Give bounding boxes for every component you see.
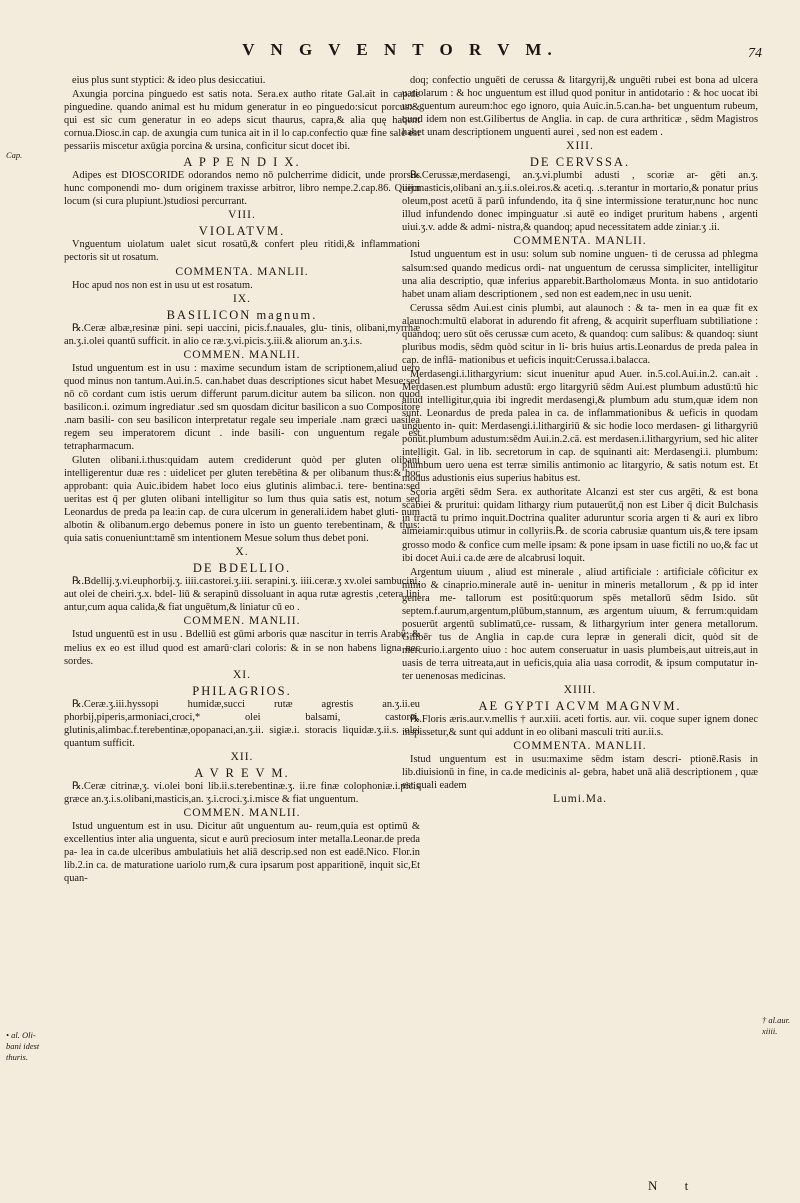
section-heading: VIOLATVM. (198, 224, 286, 239)
paragraph: ℞.Cerussæ,merdasengi, an.ʒ.vi.plumbi adusti , scoriæ ar- gēti an.ʒ. iiij.masticis,olibani an.ʒ.ii.s.olei.ros.& aceti.q. .s.terantur in mortario,& ponatur prius oleum,post acetū ā parū infundendo, ita q̄ sine intermissione teratur,nunc hoc nunc illud infundendo donec impinguatur .si autē eo indiget pruritum habens , argenti uiui.ʒ.v. adde & admi- nistra,& quandoq; apud necessitatem adde ziniar.ʒ .ii. (402, 170, 758, 234)
section-heading: COMMENTA. MANLII. (175, 265, 309, 278)
paragraph: Istud unguentum est in usu : maxime secundum istam de scriptionem,aliud uero quod minus non tantum.Aui.in.5. can.habet duas descriptiones sicut habet Mesue:sed nō cō cordant cum istis uerum differunt parum.dicitur autem ba silicon. non quod basilicon.i. ozimum ingrediatur .sed sm quosdam dicitur basilicon a suo Compositore .nam basili- con seu basilicon interpretatur regale seu imperiale .nam græci uasilea regem seu imperatorem dicunt . inde basili- con unguentum regale est tetrapharmacum. (64, 362, 420, 452)
section-heading: XIIII. (563, 684, 597, 697)
paragraph: Istud unguentum est in usu: solum sub nomine unguen- ti de cerussa ad phlegma salsum:sed quando medicus ordi- nat unguentum de cerussa simpliciter, intelligitur una alia descriptio, quæ inferius apparebit.Bartholomæus Monta. in suo antidotario habet unam aliam descriptionem , sed non est eadem,nec in usu uenit. (402, 249, 758, 300)
marginal-note-cap: Cap. (6, 150, 23, 160)
section-heading: IX. (232, 292, 251, 305)
paragraph: ℞.Ceræ albæ,resinæ pini. sepi uaccini, picis.f.nauales, glu- tinis, olibani,myrrhæ an.ʒ.i.olei quantū sufficit. in alio ce ræ.ʒ.vi.picis.ʒ.iii.& aliorum an.ʒ.i.s. (64, 322, 420, 347)
paragraph: ℞.Floris æris.aur.v.mellis † aur.xiii. aceti fortis. aur. vii. coque super ignem donec inspissetur,& sunt qui addunt in eo olibani masculi triti aur.ii.s. (402, 714, 758, 739)
section-heading: AE GYPTI ACVM MAGNVM. (478, 699, 682, 714)
paragraph: Adipes est DIOSCORIDE odorandos nemo nō pulcherrime didicit, unde prorsus hunc componendi mo- dum originem traxisse arbitror, libro nempe.2.cap.86. Quem locum (si cura plupiunt.)studiosi percurrant. (64, 170, 420, 208)
section-heading: PHILAGRIOS. (192, 683, 292, 698)
paragraph: Istud unguentum est in usu:maxime sēdm istam descri- ptionē.Rasis in lib.diuisionū in fine, in ca.de medicinis al- gebra, habet unā aliā descriptionem , quæ est quali eadem (402, 754, 758, 792)
paragraph: Merdasengi.i.lithargyrium: sicut inuenitur apud Auer. in.5.col.Aui.in.2. can.ait . Merdasen.est plumbum adustū: ergo litargyriū sēdm Aui.est plumbum adustū:tū hic aliud intelligitur,quia ibi ingredit merdasengi,& plumbum adu stum,quæ idem non sunt. Leonardus de preda palea in ca. de inflammationibus & ueficis in quodam unguento in- quit: Merdasengi.i.lithargiriū & sic hodie loco merdasen- gi lithargyriū ponūt.plumbum adustum:sēdm Aui.in.2.cā. est merdasen.i.lithargyrium, sed hic aliter intelligit. Gal. in lib. secretorum in cap. de squinanti ait: Merdasengi.i. plumbum: plumbum uero uena est terræ similis antimonio ac litargyrio, & satis notum est. Et modus adustionis eius superius habitus est. (402, 368, 758, 485)
paragraph: eius plus sunt styptici: & ideo plus desiccatiui. (72, 75, 266, 86)
section-heading: XIII. (566, 140, 594, 153)
paragraph: doq; confectio unguēti de cerussa & litargyrij,& unguēti rubei est bona ad ulcera uariolarum : & hoc unguentum est illud quod ponitur in antidotario : & hoc uocat ibi un- guentum aureum:hoc ego ignoro, quia Auic.in.5.can.ha- bet unguentum rubeum, quod idem non est.Gilibertus de Anglia. in cap. de cura arthriticæ , sēdm Magistros habet unam descriptionem unguenti aurei , sed non est eadem . (402, 75, 758, 139)
section-heading: COMMENTA. MANLII. (513, 740, 647, 753)
section-heading: Lumi.Ma. (553, 793, 607, 806)
right-column (402, 74, 758, 806)
marginal-note-olibani: • al. Oli- (6, 1030, 36, 1040)
running-title: V N G V E N T O R V M. (242, 40, 558, 59)
marginal-note-idest: bani idest (6, 1041, 40, 1051)
signature-mark: N t (648, 1178, 701, 1193)
section-heading: COMMENTA. MANLII. (513, 235, 647, 248)
marginal-note-aur: † al.aur. (762, 1015, 791, 1025)
section-heading: COMMEN. MANLII. (183, 806, 301, 819)
section-heading: COMMEN. MANLII. (183, 615, 301, 628)
paragraph: Axungia porcina pinguedo est satis nota. Sera.ex autho ritate Gal.ait in cap.de pinguedine. quando animal est hu midum generatur in eo pinguedo:sicut porcus:& qui est sic cum generatur in eo adeps sicut thaurus, capra,& alia quę habent cornua.Diosc.in cap. de axungia cum tunica ait in il lo cap.confectio quæ fine sale est pessariis miscetur axūgia porcina & ursina, conficitur sicut docet ibi. (64, 89, 420, 153)
section-heading: XI. (232, 668, 251, 681)
section-heading: BASILICON magnum. (166, 307, 318, 322)
paragraph: ℞.Ceræ citrinæ,ʒ. vi.olei boni lib.ii.s.terebentinæ.ʒ. ii.re finæ colophoniæ.i.picis græce an.ʒ.i.s.olibani,masticis,an. ʒ.i.croci.ʒ.i.misce & fiat unguentum. (64, 780, 420, 805)
paragraph: Istud unguentū est in usu . Bdelliū est gūmi arboris quæ nascitur in terris Arabū: & melius ex eo est illud quod est amarū·clari coloris: & in se non habens ligna nec sordes. (64, 629, 420, 667)
section-heading: A P P E N D I X. (183, 155, 301, 170)
section-heading: XII. (230, 750, 254, 763)
marginal-note-xiiii: xiiii. (762, 1026, 778, 1036)
section-heading: X. (235, 546, 249, 559)
paragraph: Cerussa sēdm Aui.est cinis plumbi, aut alaunoch : & ta- men in ea quæ fit ex alaunoch:multū elaborat in adurendo fit afreng, & acquirit superfluam subtiliatione : quandoq; uero sūt oēs cerussæ cum aceto, & quandoq: cum salibus: & quandoq: siunt pluribus modis, sēdm quòd scitur in li- bris huius artis.Leonardus de preda palea in cap. de inflā- mationibus et ueficis inquit:Cerussa.i.balacca. (402, 302, 758, 366)
paragraph: ℞.Bdellij.ʒ.vi.euphorbij.ʒ. iiii.castorei.ʒ.iii. serapini.ʒ. iiii.ceræ.ʒ xv.olei sambucini, aut olei de cheiri.ʒ.x. bdel- liū & serapinū dissoluant in aqua rutæ agrestis ,cetera lini antur,cum aqua calida,& fiat unguētum,& liniatur cū eo . (64, 576, 420, 614)
folio-number: 74 (748, 46, 762, 61)
section-heading: VIII. (228, 209, 256, 222)
paragraph: Argentum uiuum , aliud est minerale , aliud artificiale : artificiale côficitur ex minio & cinaprio.minerale autē in- uenitur in mineris metallorum , & pp id inter genera me- tallorum est positū:quorum spēs metallorū sēdm Isido. sūt septem.f.aurum,argentum,plūbum,stannum, æs argentum uiuum, & ferrum:quidam posuerūt argentū sublimatū,ce- russam, & lithargyrium inter genera metallorum. Gilibēr tus de Anglia in cap.de cura lepræ in generali dicit, quòd sit de mercurio.i.argento uiuo : hoc autem conseruatur in uasis plumbeis,aut uitreis,aut in uasis de terra uitreata,aut in ueficis,quia alia uasa corrodit, & ipsum computatur in- ter uenenosas medicinas. (402, 566, 758, 682)
paragraph: Gluten olibani.i.thus:quidam autem crediderunt quòd per gluten olibani intelligerentur duæ res : uidelicet per gluten terebētina & per olibanum thus:& hoc approbant: quia Auic.ibidem habet loco eius glutinis alimbac.i. tere- bentina:sed ueritas est q̄ per gluten olibani intelligitur so lum thus quia satis est, notum sed Leonardus de preda pa lea:in cap. de cura ulcerum in generali.idem habet gluti- num albotin & olibanum.ergo debemus ponere in isto un guento terebentinam, & thus: quia satis conueniunt:tamē sm intentionem Mesue solum thus debet poni. (64, 454, 420, 545)
paragraph: ℞.Ceræ.ʒ.iii.hyssopi humidæ,succi rutæ agrestis an.ʒ.ii.eu phorbij,piperis,armoniaci,croci,* olei balsami, castorei, glutinis,alimbac.f.terebentinæ,opopanaci,an.ʒ.ii. sigiæ.i. storacis liquidæ.ʒ.ii.s. olei quantum sufficit. (64, 698, 420, 749)
paragraph: Scoria argēti sēdm Sera. ex authoritate Alcanzi est ster cus argēti, & est bona scabiei & pruritui: quidam lithargy rium putauerūt,q̄ non est Liber q̄ dicit Bulchasis in tractā tu primo inquit.Doctrina qualiter aduruntur scoria argen ti & auri ex libro almeiamir:quibus utimur in collyriis.℞. de scoria cabrusiæ quantum uis,& tere ipsam grosso modo & confice cum melle ipsam: & pone ipsam in uase fictili no uo,& fac ut ibi docet Aui.i ca.de ære de alcabrusi loquit. (402, 487, 758, 564)
left-column (64, 74, 420, 886)
section-heading: DE BDELLIO. (192, 561, 292, 576)
section-heading: A V R E V M. (194, 765, 290, 780)
paragraph: Hoc apud nos non est in usu ut est rosatum. (72, 279, 253, 291)
section-heading: COMMEN. MANLII. (183, 348, 301, 361)
paragraph: Vnguentum uiolatum ualet sicut rosatū,& confert pleu ritidi,& inflammationi pectoris sit ut rosatum. (64, 239, 420, 264)
paragraph: Istud unguentum est in usu. Dicitur aūt unguentum au- reum,quia est optimū & excellentius inter alia unguenta, sicut e aurū preciosum inter metalla.Leonar.de preda pa- lea in ca.de ulceribus ambulatiuis het aliā descrip.sed non est eadē.Nico. Flor.in lib.2.in ca. de maturatione uariolo rum,& cura ipsarum post apparitionē, inquit sic,Et quan- (64, 820, 420, 885)
section-heading: DE CERVSSA. (529, 155, 631, 170)
marginal-note-thuris: thuris. (6, 1052, 28, 1062)
